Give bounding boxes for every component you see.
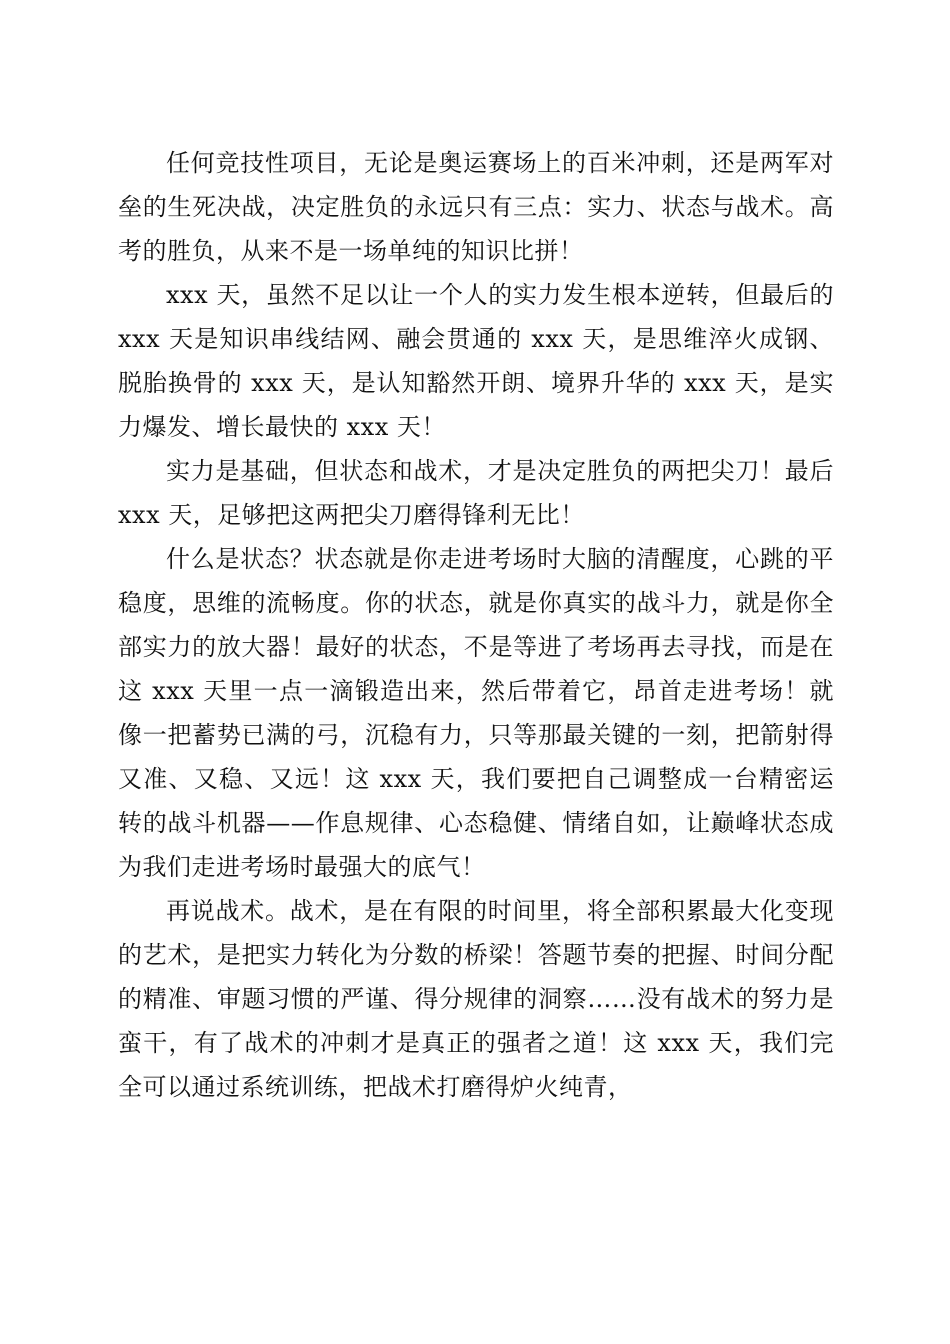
paragraph-4: 什么是状态？状态就是你走进考场时大脑的清醒度，心跳的平稳度，思维的流畅度。你的状态，就是你真实的战斗力，就是你全部实力的放大器！最好的状态，不是等进了考场再去寻找，而是在这 xxx 天里一点一滴锻造出来，然后带着它，昂首走进考场！就像一把蓄势已满的弓，沉稳有力，只等那最关键的一刻，把箭射得又准、又稳、又远！这 xxx 天，我们要把自己调整成一台精密运转的战斗机器——作息规律、心态稳健、情绪自如，让巅峰状态成为我们走进考场时最强大的底气！ [118,545,834,881]
paragraph-3: 实力是基础，但状态和战术，才是决定胜负的两把尖刀！最后 xxx 天，足够把这两把尖刀磨得锋利无比！ [118,457,834,529]
document-body [118,141,834,1109]
paragraph-1: 任何竞技性项目，无论是奥运赛场上的百米冲刺，还是两军对垒的生死决战，决定胜负的永远只有三点：实力、状态与战术。高考的胜负，从来不是一场单纯的知识比拼！ [118,149,834,265]
paragraph-2: xxx 天，虽然不足以让一个人的实力发生根本逆转，但最后的 xxx 天是知识串线结网、融会贯通的 xxx 天，是思维淬火成钢、脱胎换骨的 xxx 天，是认知豁然开朗、境界升华的 xxx 天，是实力爆发、增长最快的 xxx 天！ [118,281,834,441]
paragraph-5: 再说战术。战术，是在有限的时间里，将全部积累最大化变现的艺术，是把实力转化为分数的桥梁！答题节奏的把握、时间分配的精准、审题习惯的严谨、得分规律的洞察……没有战术的努力是蛮干，有了战术的冲刺才是真正的强者之道！这 xxx 天，我们完全可以通过系统训练，把战术打磨得炉火纯青， [118,897,834,1101]
